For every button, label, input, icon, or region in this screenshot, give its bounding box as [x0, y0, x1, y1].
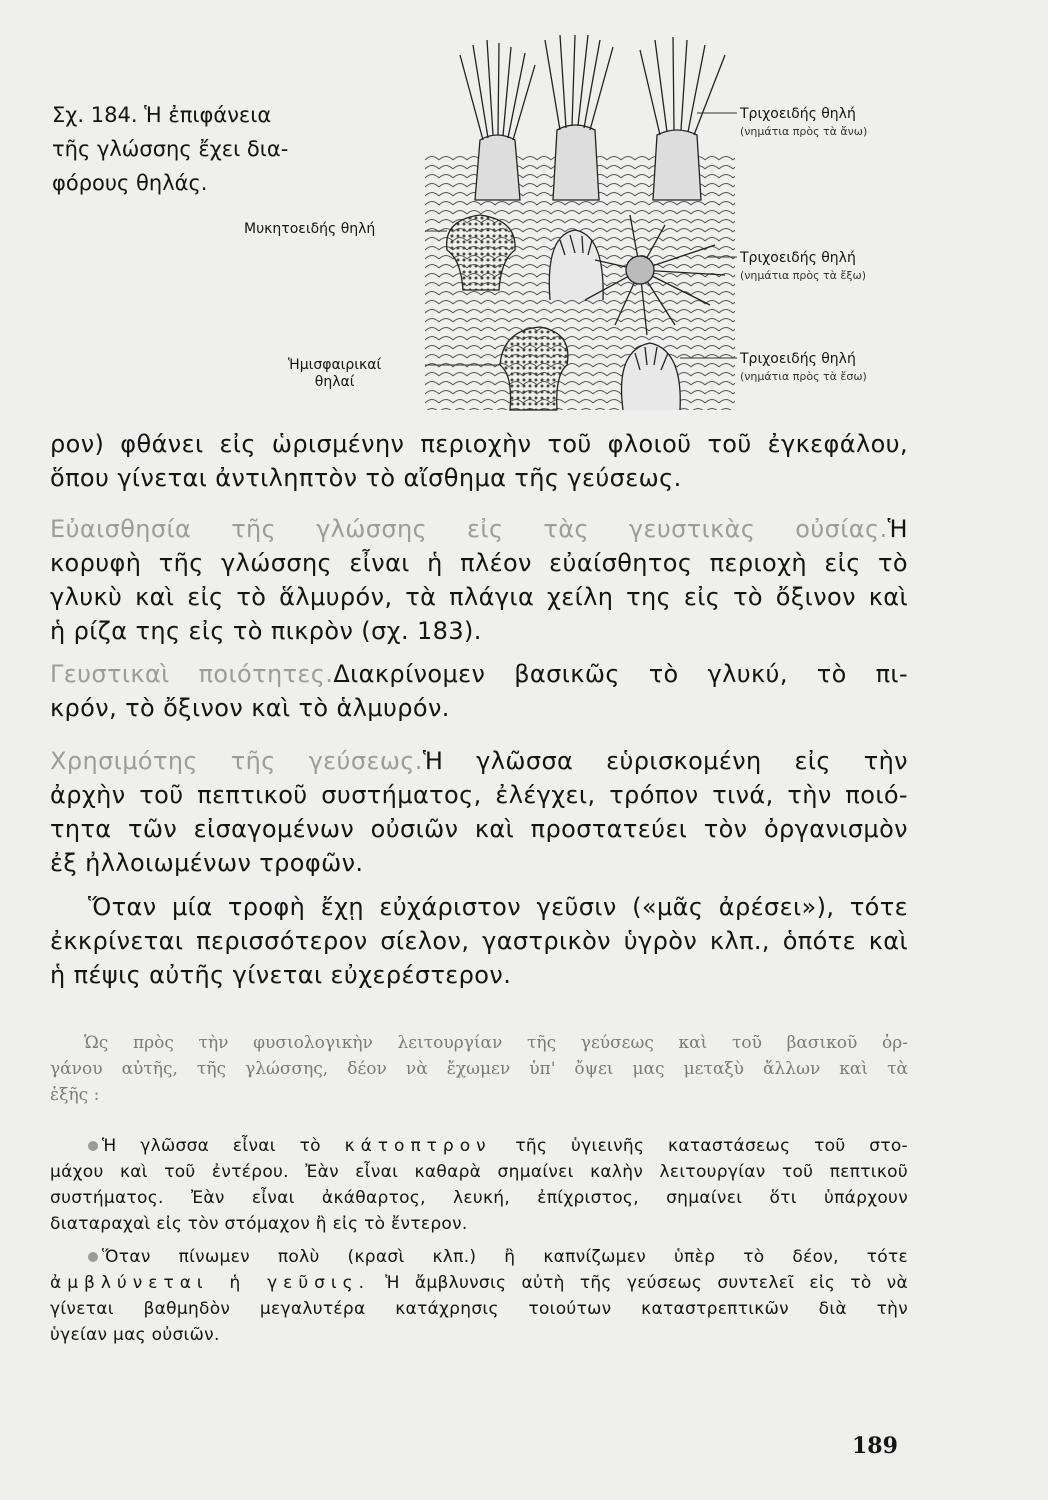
paragraph-qualities: Γευστικαὶ ποιότητες.Διακρίνομεν βασικῶς τὸ γλυκύ, τὸ πι- κρόν, τὸ ὄξινον καὶ τὸ ἁλμυρόν. — [50, 660, 909, 722]
tongue-papillae-illustration — [425, 35, 750, 415]
page-number: 189 — [852, 1433, 898, 1459]
point-dulling: Ὅταν πίνωμεν πολὺ (κρασὶ κλπ.) ἢ καπνίζωμεν ὑπὲρ τὸ δέον, τότε ἀμβλύνεται ἡ γεῦσις. Ἡ ἄμβλυνσις αὐτὴ τῆς γεύσεως συντελεῖ εἰς τὸ νὰ γίνεται βαθμηδὸν μεγαλυτέρα κατάχρησις τοιούτων καταστρεπτικῶν διὰ τὴν ὑγείαν μας οὐσιῶν. — [50, 1247, 908, 1345]
paragraph-continued: ρον) φθάνει εἰς ὡρισμένην περιοχὴν τοῦ φλοιοῦ τοῦ ἐγκεφάλου, ὅπου γίνεται ἀντιληπτὸν τὸ αἴσθημα τῆς γεύσεως. — [50, 430, 908, 492]
label-hemispherical-papillae: Ἡμισφαιρικαί θηλαί — [288, 357, 382, 390]
paragraph-pleasant-taste: Ὅταν μία τροφὴ ἔχῃ εὐχάριστον γεῦσιν («μᾶς ἀρέσει»), τότε ἐκκρίνεται περισσότερον σίελον, γαστρικὸν ὑγρὸν κλπ., ὁπότε καὶ ἡ πέψις αὐτῆς γίνεται εὐχερέστερον. — [50, 893, 908, 989]
figure-caption: Σχ. 184. Ἡ ἐπιφάνεια τῆς γλώσσης ἔχει δια- φόρους θηλάς. — [52, 103, 289, 195]
label-filiform-out: Τριχοειδής θηλή (νημάτια πρὸς τὰ ἔξω) — [740, 250, 866, 282]
label-filiform-in: Τριχοειδής θηλή (νημάτια πρὸς τὰ ἔσω) — [740, 351, 867, 383]
bullet-icon — [88, 1252, 98, 1262]
paragraph-usefulness: Χρησιμότης τῆς γεύσεως.Ἡ γλῶσσα εὑρισκομένη εἰς τὴν ἀρχὴν τοῦ πεπτικοῦ συστήματος, ἐλέγχει, τρόπον τινά, τὴν ποιό- τητα τῶν εἰσαγομένων οὐσιῶν καὶ προστατεύει τὸν ὀργανισμὸν ἐξ ἠλλοιωμένων τροφῶν. — [50, 747, 908, 877]
point-mirror: Ἡ γλῶσσα εἶναι τὸ κάτοπτρον τῆς ὑγιεινῆς καταστάσεως τοῦ στο- μάχου καὶ τοῦ ἐντέρου. Ἐὰν εἶναι καθαρὰ σημαίνει καλὴν λειτουργίαν τοῦ πεπτικοῦ συστήματος. Ἐὰν εἶναι ἀκάθαρτος, λευκή, ἐπίχριστος, σημαίνει ὅτι ὑπάρχουν διαταραχαὶ εἰς τὸν στόμαχον ἢ εἰς τὸ ἔντερον. — [50, 1136, 908, 1234]
paragraph-sensitivity: Εὐαισθησία τῆς γλώσσης εἰς τὰς γευστικὰς οὐσίας.Ἡ κορυφὴ τῆς γλώσσης εἶναι ἡ πλέον εὐαίσθητος περιοχὴ εἰς τὸ γλυκὺ καὶ εἰς τὸ ἅλμυρόν, τὰ πλάγια χείλη της εἰς τὸ ὄξινον καὶ ἡ ρίζα της εἰς τὸ πικρὸν (σχ. 183). — [50, 515, 908, 645]
physiology-note: Ὡς πρὸς τὴν φυσιολογικὴν λειτουργίαν τῆς γεύσεως καὶ τοῦ βασικοῦ ὀρ- γάνου αὐτῆς, τῆς γλώσσης, δέον νὰ ἔχωμεν ὑπ' ὄψει μας μεταξὺ ἄλλων καὶ τὰ ἑξῆς : — [50, 1033, 908, 1105]
bullet-icon — [88, 1141, 98, 1151]
label-mushroom-papilla: Μυκητοειδής θηλή — [244, 221, 376, 237]
heading-qualities: Γευστικαὶ ποιότητες. — [50, 660, 334, 688]
heading-usefulness: Χρησιμότης τῆς γεύσεως. — [50, 747, 423, 775]
heading-sensitivity: Εὐαισθησία τῆς γλώσσης εἰς τὰς γευστικὰς οὐσίας. — [50, 515, 888, 543]
label-filiform-up: Τριχοειδής θηλή (νημάτια πρὸς τὰ ἄνω) — [740, 106, 868, 138]
